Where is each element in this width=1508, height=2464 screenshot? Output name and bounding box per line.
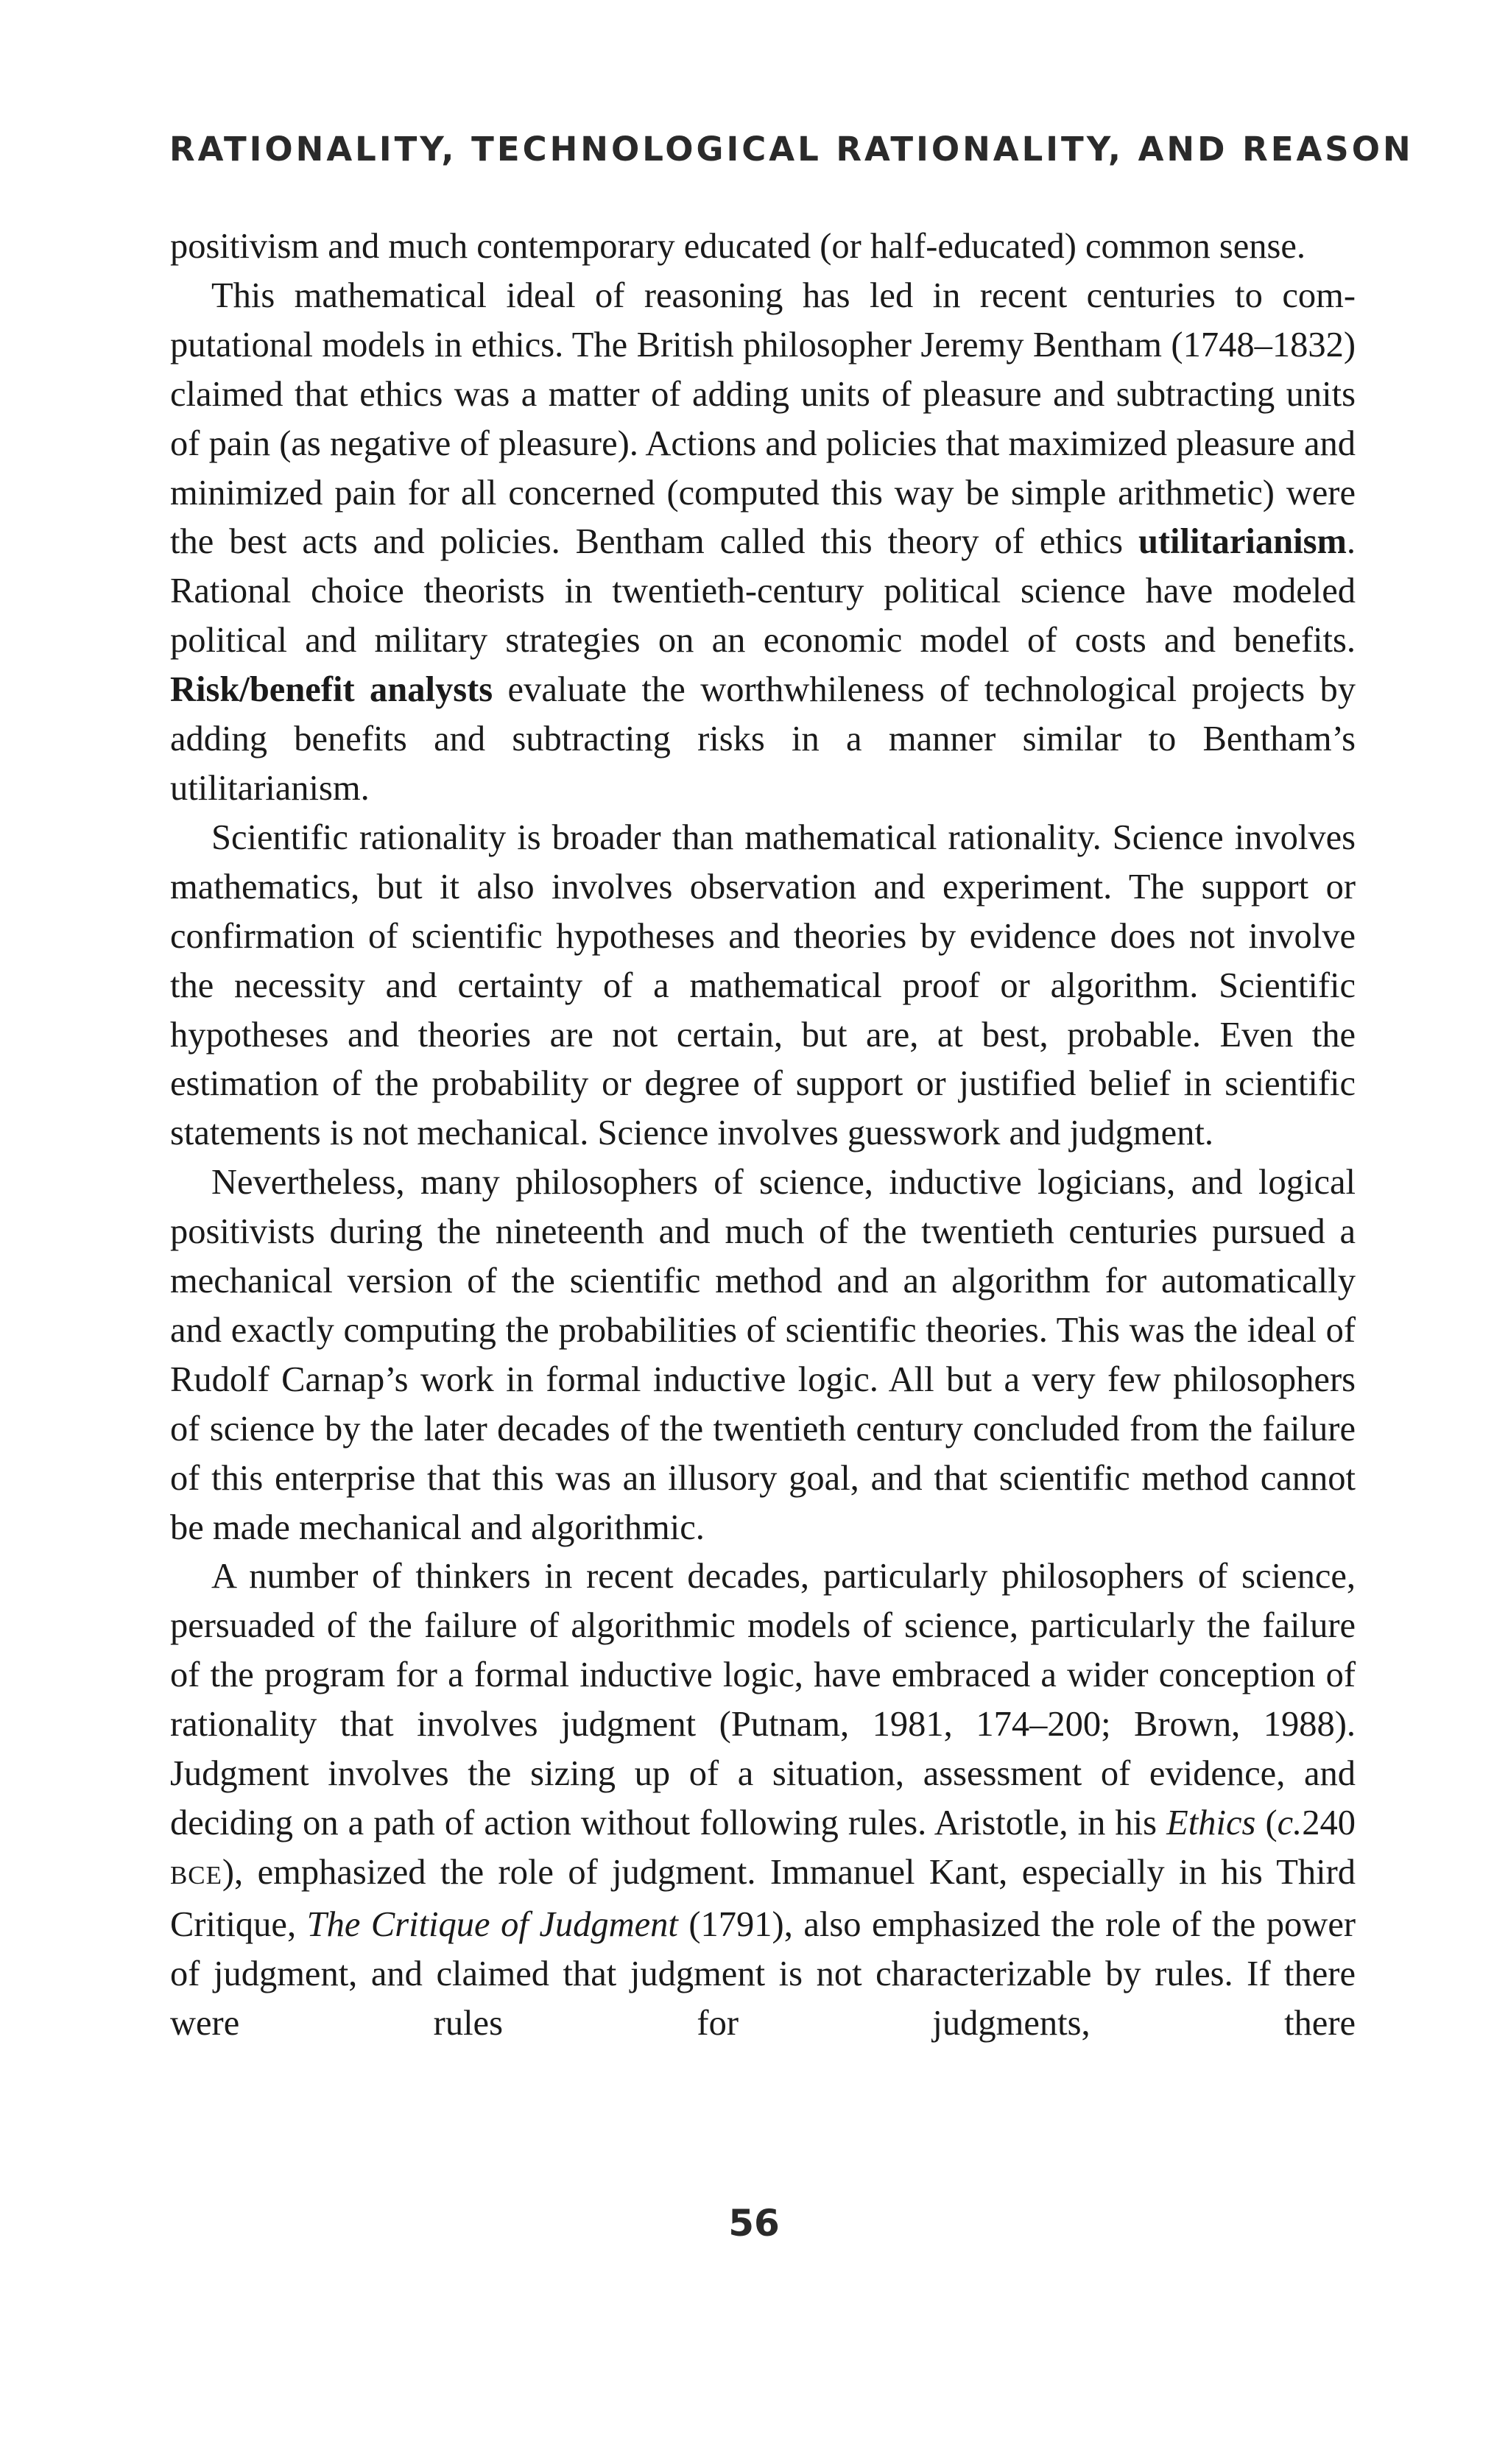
circa-abbreviation: c. — [1277, 1803, 1303, 1842]
paragraph-5 — [170, 1552, 1356, 2048]
paragraph-5-text-part-2: ( — [1255, 1803, 1278, 1842]
page-number: 56 — [728, 2202, 780, 2245]
body-text — [170, 222, 1356, 2049]
term-risk-benefit-analysts: Risk/benefit analysts — [170, 670, 493, 710]
title-critique-of-judgment: The Critique of Judgment — [306, 1904, 678, 1944]
paragraph-1-text: positivism and much contemporary educated (or half-educated) common sense. — [170, 227, 1306, 266]
paragraph-2-text-part-1: This mathematical ideal of reasoning has led in recent centuries to computational models in ethics. The British philosopher Jeremy Bentham (1748–1832) claimed that ethics was a matter of adding units of pleasure and subtracting units of pain (as negative of pleasure). Actions and policies that maximized pleasure and minimized pain for all concerned (computed this way be simple arithmetic) were the best acts and policies. Bentham called this theory of ethics — [170, 275, 1356, 562]
title-ethics: Ethics — [1166, 1803, 1256, 1842]
paragraph-5-text-part-4: ), emphasized the role of judgment. Immanuel Kant, especially in his Third Critique, — [170, 1852, 1356, 1944]
paragraph-2 — [170, 272, 1356, 814]
paragraph-5-text-part-3: 240 — [1302, 1803, 1356, 1842]
paragraph-4 — [170, 1158, 1356, 1552]
paragraph-4-text: Nevertheless, many philosophers of science, inductive logicians, and logical positivists during the nineteenth and much of the twentieth centuries pursued a mechanical version of the scientific method and an algorithm for automatically and exactly computing the probabilities of scientific theories. This was the ideal of Rudolf Carnap’s work in formal inductive logic. All but a very few philosophers of science by the later decades of the twentieth century concluded from the failure of this enterprise that this was an illusory goal, and that scientific method cannot be made mechanical and algorithmic. — [170, 1163, 1356, 1547]
paragraph-2-text-part-2: . Rational choice theorists in twentieth-century political science have modeled political and military strategies on an economic model of costs and benefits. — [170, 522, 1356, 661]
era-bce: BCE — [170, 1860, 222, 1890]
paragraph-1 — [170, 222, 1356, 272]
paragraph-3-text: Scientific rationality is broader than mathematical rationality. Science involves mathematics, but it also involves observation and experiment. The support or confirmation of scientific hypotheses and theories by evidence does not involve the necessity and certainty of a mathematical proof or algorithm. Scientific hypotheses and theories are not certain, but are, at best, probable. Even the estimation of the probability or degree of support or justified belief in scientific statements is not mechanical. Science involves guesswork and judgment. — [170, 817, 1356, 1153]
term-utilitarianism: utilitarianism — [1138, 522, 1347, 562]
running-head: RATIONALITY, TECHNOLOGICAL RATIONALITY, AND REASON — [169, 130, 1414, 169]
paragraph-2-text-part-3: evaluate the worthwhileness of technological projects by adding benefits and subtracting risks in a manner similar to Bentham’s utilitarianism. — [170, 670, 1356, 808]
paragraph-5-text-part-5: (1791), also emphasized the role of the power of judgment, and claimed that judgment is not characterizable by rules. If there were rules for judgments, there — [170, 1904, 1356, 2043]
paragraph-3 — [170, 814, 1356, 1158]
paragraph-5-text-part-1: A number of thinkers in recent decades, particularly philosophers of science, persuaded of the failure of algorithmic models of science, particularly the failure of the program for a formal inductive logic, have embraced a wider conception of rationality that involves judgment (Putnam, 1981, 174–200; Brown, 1988). Judgment involves the sizing up of a situation, assessment of evidence, and deciding on a path of action without following rules. Aristotle, in his — [170, 1557, 1356, 1842]
